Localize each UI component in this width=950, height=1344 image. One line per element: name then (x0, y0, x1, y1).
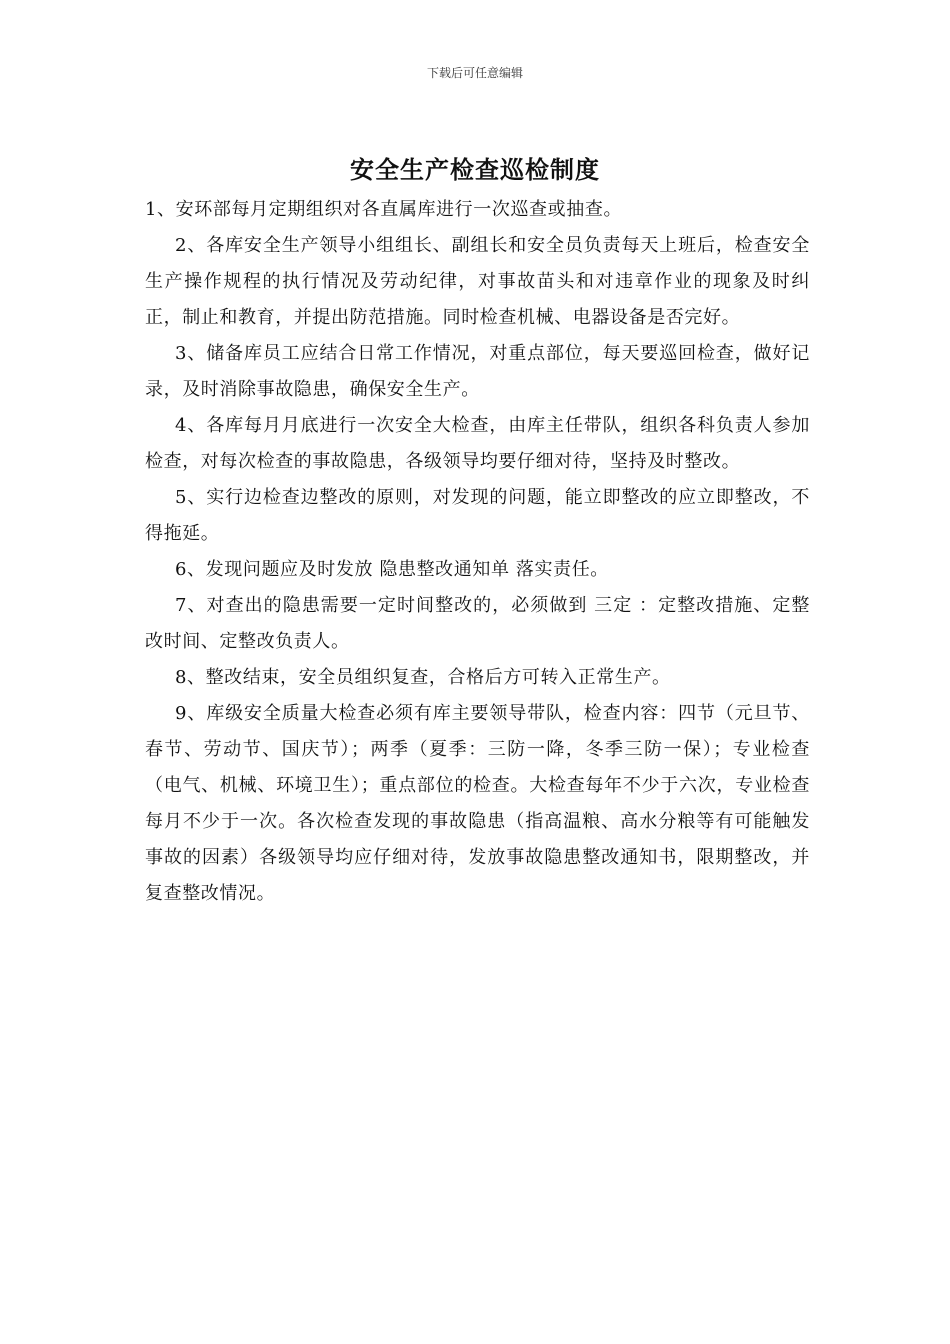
paragraph-6: 6、发现问题应及时发放 隐患整改通知单 落实责任。 (175, 559, 609, 580)
paragraph-1: 1、安环部每月定期组织对各直属库进行一次巡查或抽查。 (145, 199, 623, 220)
paragraph-2: 2、各库安全生产领导小组组长、副组长和安全员负责每天上班后，检查安全生产操作规程的执行情况及劳动纪律，对事故苗头和对违章作业的现象及时纠正，制止和教育，并提出防范措施。同时检查机械、电器设备是否完好。 (145, 235, 810, 328)
paragraph-8: 8、整改结束，安全员组织复查，合格后方可转入正常生产。 (175, 667, 671, 688)
page-header-note: 下载后可任意编辑 (426, 66, 523, 80)
paragraph-5: 5、实行边检查边整改的原则，对发现的问题，能立即整改的应立即整改，不得拖延。 (145, 487, 810, 544)
document-body (145, 192, 810, 912)
paragraph-4: 4、各库每月月底进行一次安全大检查，由库主任带队，组织各科负责人参加检查，对每次检查的事故隐患，各级领导均要仔细对待，坚持及时整改。 (145, 415, 810, 472)
document-title: 安全生产检查巡检制度 (350, 156, 600, 184)
paragraph-9: 9、库级安全质量大检查必须有库主要领导带队，检查内容：四节（元旦节、春节、劳动节、国庆节）；两季（夏季：三防一降，冬季三防一保）；专业检查（电气、机械、环境卫生）；重点部位的检查。大检查每年不少于六次，专业检查每月不少于一次。各次检查发现的事故隐患（指高温粮、高水分粮等有可能触发事故的因素）各级领导均应仔细对待，发放事故隐患整改通知书，限期整改，并复查整改情况。 (145, 703, 810, 904)
paragraph-7: 7、对查出的隐患需要一定时间整改的，必须做到 三定 ：定整改措施、定整改时间、定整改负责人。 (145, 595, 810, 652)
paragraph-3: 3、储备库员工应结合日常工作情况，对重点部位，每天要巡回检查，做好记录，及时消除事故隐患，确保安全生产。 (145, 343, 810, 400)
